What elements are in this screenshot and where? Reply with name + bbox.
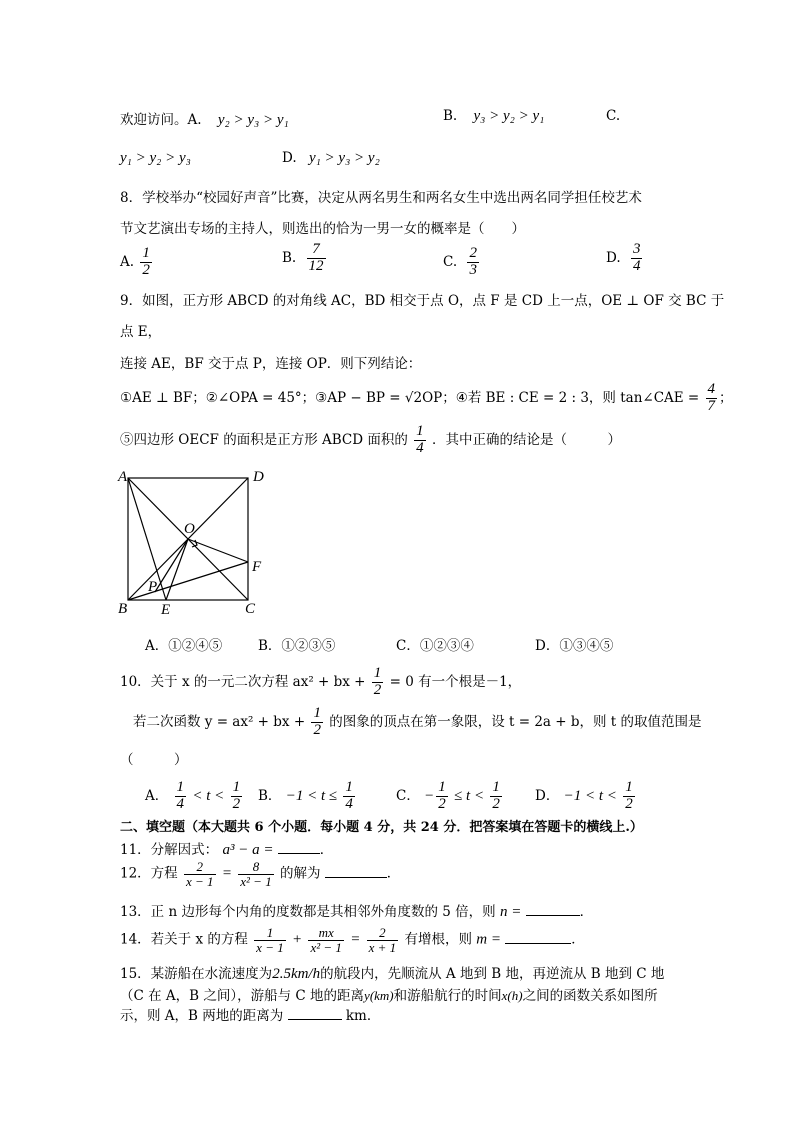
q7-option-a-label: A. [187,112,202,128]
q14-equals: = [350,931,361,948]
q10-option-c-label: C． [396,787,420,804]
q15-text-line-1 [120,962,664,983]
q7-lead: 欢迎访问。 [120,112,188,128]
q10-equation-end: = 0 有一个根是－1， [389,673,522,690]
q8-option-a [120,246,154,279]
q10-option-d-pre: −1 < t < [563,787,617,804]
q7-option-b: y₃ > y₂ > y₁ [473,108,545,124]
q8-option-a-fraction: $\frac{1}{2}$ [142,245,150,278]
q13-prompt: 13．正 n 边形每个内角的度数都是其相邻外角度数的 5 倍，则 [120,904,496,920]
q10-option-b-pre: −1 < t ≤ [285,787,338,804]
q15-unit: km． [345,1008,381,1024]
q9-option-c-label: C． [396,638,420,654]
q14-line [120,926,585,954]
label-a: A [118,469,128,485]
q8-option-a-label: A. [120,253,135,270]
q10-option-c-frac-2: $\frac{1}{2}$ [492,779,500,812]
q12-frac-1: $\frac{2}{x - 1}$ [185,859,214,889]
q9-option-d-text: ①③④⑤ [559,638,614,654]
q10-function-start: 若二次函数 y = ax² + bx + [133,713,306,730]
q15-line2-mid: 和游船航行的时间 [393,988,502,1004]
q8-option-d-label: D. [606,249,621,266]
segment-ae [128,478,166,600]
q10-option-d [535,780,637,813]
q7-option-d-line [282,150,380,167]
q13-line [120,900,593,921]
q14-plus: + [292,931,303,948]
q10-option-c-frac-1: $\frac{1}{2}$ [438,779,446,812]
q7-option-c-label-line [606,108,620,124]
q10-half-fraction-2: $\frac{1}{2}$ [313,705,321,738]
q15-line2-end: 之间的函数关系如图所 [522,988,658,1004]
q14-suffix: 有增根，则 [404,931,472,948]
q7-option-c-label: C. [606,108,621,124]
q15-line1-end: 的航段内，先顺流从 A 地到 B 地，再逆流从 B 地到 C 地 [320,966,665,982]
q8-option-d-fraction: $\frac{3}{4}$ [632,241,641,274]
q8-option-c-label: C. [443,253,458,270]
q11-line [120,838,333,859]
q9-text-line-4 [120,382,733,415]
q7-option-d-label: D. [282,150,297,166]
q9-conclusion-5: ⑤四边形 OECF 的面积是正方形 ABCD 面积的 [120,431,408,448]
q12-suffix: 的解为 [280,865,321,882]
q15-line2-start: （C 在 A，B 之间），游船与 C 地的距离 [120,988,365,1004]
q9-option-c [396,634,474,654]
q14-frac-2: $\frac{mx}{\text{x² − 1}}$ [310,925,342,955]
q10-option-a-frac-1: $\frac{1}{4}$ [176,779,185,812]
q10-option-a [145,780,244,813]
q15-line3-start: 示，则 A，B 两地的距离为 [120,1008,284,1024]
q10-text-line-3: （ ） [120,752,188,768]
q15-line1-start: 15．某游船在水流速度为 [120,966,273,982]
label-e: E [161,602,171,618]
q9-question: ．其中正确的结论是（ ） [431,431,621,448]
label-o: O [184,521,195,537]
label-p: P [148,579,158,595]
q8-option-b-fraction: $\frac{7}{12}$ [308,241,324,274]
q9-option-a-label: A． [145,638,169,654]
q9-line4-end: ； [719,389,733,406]
q10-option-a-mid: < t < [192,787,225,804]
q9-tan-fraction: $\frac{4}{7}$ [707,381,716,414]
q14-prompt: 14．若关于 x 的方程 [120,931,248,948]
q15-distance-var: y(km) [364,988,394,1003]
q9-text-line-3: 连接 AE，BF 交于点 P，连接 OP．则下列结论： [120,356,422,372]
q12-prompt: 12．方程 [120,865,178,882]
q10-text-line-2 [133,706,702,739]
q13-expression: n = [499,904,522,920]
q9-quarter-fraction: $\frac{1}{4}$ [416,423,424,456]
q8-text-line-1: 8．学校举办“校园好声音”比赛，决定从两名男生和两名女生中选出两名同学担任校艺术 [120,190,642,206]
q15-answer-blank[interactable] [288,1007,342,1020]
q14-frac-3: $\frac{2}{x + 1}$ [368,925,397,955]
q9-option-b [258,634,335,654]
q15-text-line-3 [120,1004,380,1024]
q8-option-d [606,242,644,275]
q10-option-a-label: A． [145,787,169,804]
q15-time-var: x(h) [501,988,523,1003]
q12-answer-blank[interactable] [325,865,387,878]
q10-option-a-frac-2: $\frac{1}{2}$ [232,779,241,812]
q9-text-line-1: 9．如图，正方形 ABCD 的对角线 AC，BD 相交于点 O，点 F 是 CD 上一点，OE ⊥ OF 交 BC 于 [120,293,725,309]
q9-option-d [535,634,613,654]
label-b: B [118,601,128,617]
q7-option-a: y₂ > y₃ > y₁ [217,112,289,128]
q7-option-b-line [443,108,544,125]
q10-function-end: 的图象的顶点在第一象限，设 t = 2a + b，则 t 的取值范围是 [329,713,702,730]
q7-option-c: y₁ > y₂ > y₃ [120,150,191,166]
q13-answer-blank[interactable] [526,903,580,916]
label-f: F [252,559,262,575]
q14-end: ． [571,931,585,948]
q12-end: ． [386,865,401,882]
q11-end: ． [319,842,334,858]
q15-text-line-2 [120,984,658,1004]
q10-option-b-frac: $\frac{1}{4}$ [345,779,353,812]
q14-frac-1: $\frac{1}{x - 1}$ [256,925,284,955]
q10-equation-start: 10．关于 x 的一元二次方程 ax² + bx + [120,673,366,690]
q15-speed: 2.5km/h [272,966,321,982]
label-d: D [253,469,264,485]
q9-option-c-text: ①②③④ [419,638,474,654]
q12-frac-2: $\frac{8}{\text{x² − 1}}$ [240,859,272,889]
q8-option-b [282,242,328,275]
q9-option-a [145,634,222,654]
q10-option-d-label: D． [535,787,560,804]
q10-text-line-1 [120,666,521,699]
q8-option-b-label: B. [282,249,297,266]
q12-line [120,860,400,888]
q10-option-d-frac: $\frac{1}{2}$ [625,779,633,812]
section-heading: 二、填空题（本大题共 6 个小题．每小题 4 分，共 24 分．把答案填在答题卡的横线上.） [120,820,643,835]
q11-expression: a³ − a = [222,842,274,858]
q9-text-line-5 [120,424,621,457]
segment-of [188,539,248,562]
q7-line-2 [120,150,191,167]
q9-option-b-label: B． [258,638,282,654]
q13-end: ． [579,904,594,920]
q7-line-1 [120,108,289,129]
q7-option-d: y₁ > y₃ > y₂ [308,150,380,166]
q10-half-fraction-1: $\frac{1}{2}$ [373,665,382,698]
q11-answer-blank[interactable] [278,841,320,854]
q9-square-figure [114,465,274,625]
q12-equals: = [221,865,232,882]
q9-text-line-2: 点 E， [120,324,162,340]
q9-option-a-text: ①②④⑤ [168,638,223,654]
q9-option-b-text: ①②③⑤ [281,638,336,654]
q8-option-c-fraction: $\frac{2}{3}$ [469,245,477,278]
q9-option-d-label: D． [535,638,560,654]
q10-option-c-mid: ≤ t < [454,787,485,804]
label-c: C [245,601,256,617]
q10-option-c-pre: − [424,787,435,804]
q14-expression: m = [476,931,501,948]
q8-text-line-2: 节文艺演出专场的主持人，则选出的恰为一男一女的概率是（ ） [120,221,525,237]
q10-option-b [258,780,357,813]
q10-option-c [396,780,504,813]
q14-answer-blank[interactable] [505,931,571,944]
q9-conclusions-1-4: ①AE ⊥ BF；②∠OPA = 45°；③AP − BP = √2OP；④若 BE : CE = 2 : 3，则 tan∠CAE = [120,389,700,406]
q10-option-b-label: B． [258,787,282,804]
q11-prompt: 11．分解因式： [120,842,219,858]
q7-option-b-label: B. [443,108,458,124]
q8-option-c [443,246,481,279]
